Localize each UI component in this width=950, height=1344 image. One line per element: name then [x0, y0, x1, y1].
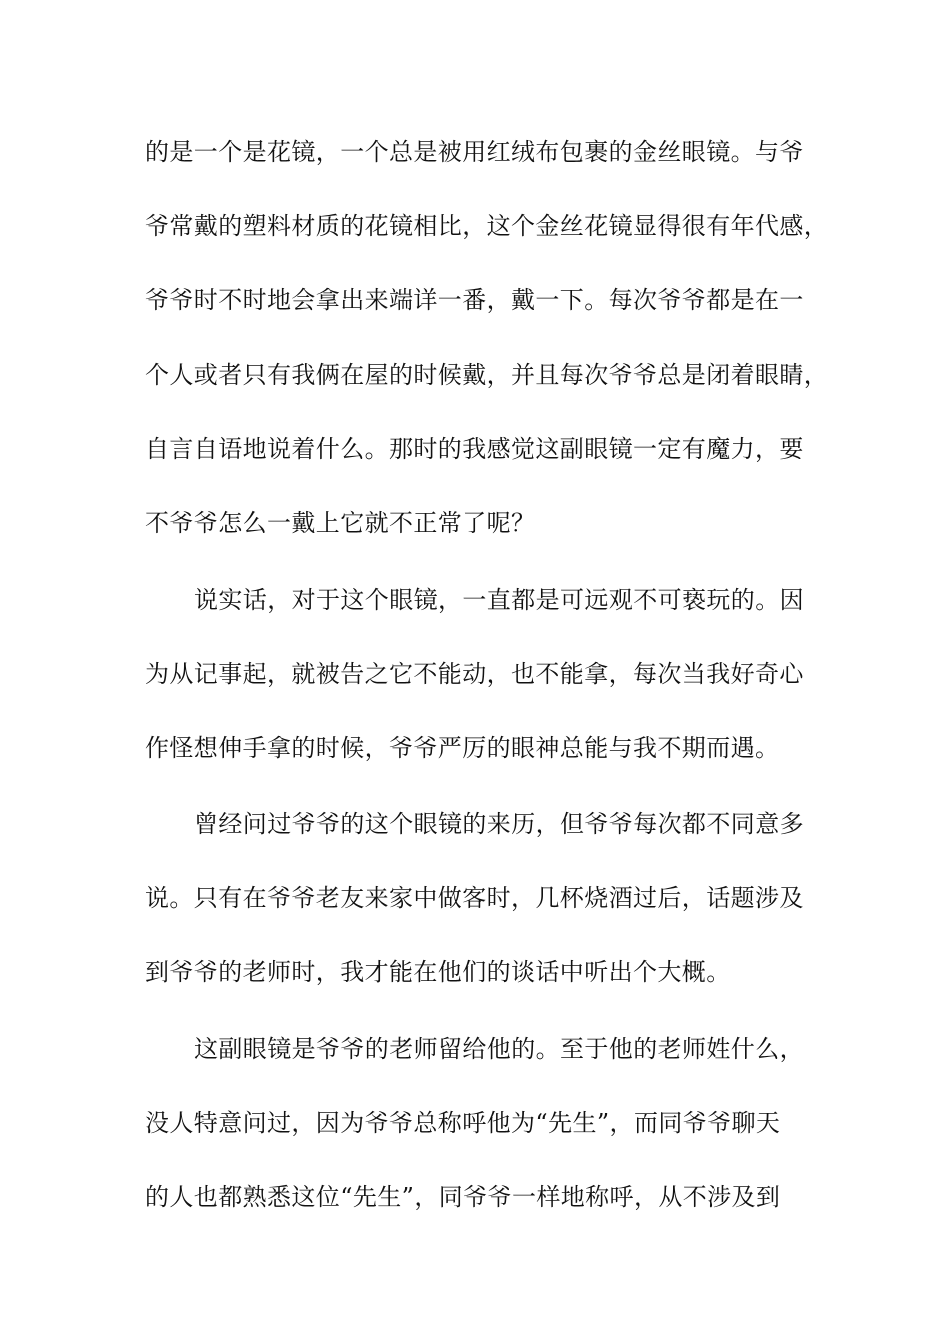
text-line: 爷常戴的塑料材质的花镜相比，这个金丝花镜显得很有年代感， [145, 212, 829, 240]
text-line: 为从记事起，就被告之它不能动，也不能拿，每次当我好奇心 [145, 660, 804, 688]
text-line: 说。只有在爷爷老友来家中做客时，几杯烧酒过后，话题涉及 [145, 884, 804, 912]
text-line: 没人特意问过，因为爷爷总称呼他为“先生”，而同爷爷聊天 [145, 1109, 781, 1137]
paragraph-first-line: 曾经问过爷爷的这个眼镜的来历，但爷爷每次都不同意多 [194, 810, 804, 838]
text-line: 作怪想伸手拿的时候，爷爷严厉的眼神总能与我不期而遇。 [145, 734, 780, 762]
text-line: 到爷爷的老师时，我才能在他们的谈话中听出个大概。 [145, 958, 731, 986]
text-line: 的是一个是花镜，一个总是被用红绒布包裹的金丝眼镜。与爷 [145, 138, 804, 166]
text-line: 自言自语地说着什么。那时的我感觉这副眼镜一定有魔力，要 [145, 435, 804, 463]
text-line: 不爷爷怎么一戴上它就不正常了呢？ [145, 509, 536, 537]
text-line: 个人或者只有我俩在屋的时候戴，并且每次爷爷总是闭着眼睛， [145, 361, 829, 389]
text-line: 爷爷时不时地会拿出来端详一番，戴一下。每次爷爷都是在一 [145, 286, 804, 314]
paragraph-first-line: 这副眼镜是爷爷的老师留给他的。至于他的老师姓什么， [194, 1035, 804, 1063]
text-line: 的人也都熟悉这位“先生”，同爷爷一样地称呼，从不涉及到 [145, 1183, 781, 1211]
paragraph-first-line: 说实话，对于这个眼镜，一直都是可远观不可亵玩的。因 [194, 586, 804, 614]
